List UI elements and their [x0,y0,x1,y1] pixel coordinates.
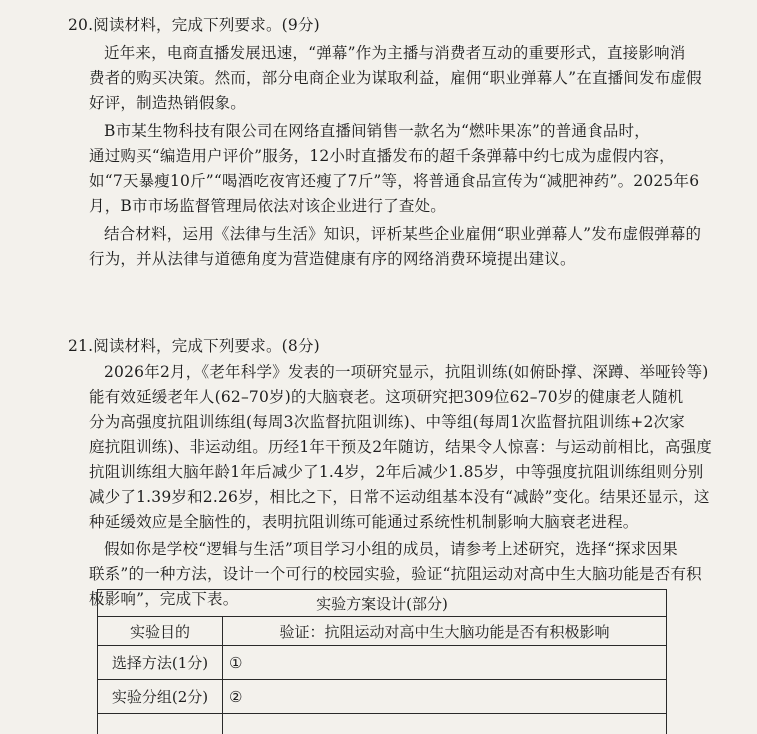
row-label-purpose: 实验目的 [98,617,223,646]
q21-paragraph-1-line: 减少了1.39岁和2.26岁，相比之下，日常不运动组基本没有“减龄”变化。结果还显示，这 [89,487,710,507]
answer-cell-method[interactable]: ① [223,646,667,680]
q21-paragraph-1-line: 分为高强度抗阻训练组(每周3次监督抗阻训练)、中等组(每周1次监督抗阻训练+2次家 [89,412,685,432]
q20-prompt-line: 结合材料，运用《法律与生活》知识，评析某些企业雇佣“职业弹幕人”发布虚假弹幕的 [104,224,701,244]
q21-paragraph-2-line: 联系”的一种方法，设计一个可行的校园实验，验证“抗阻运动对高中生大脑功能是否有积 [89,564,702,584]
answer-cell-grouping[interactable]: ② [223,680,667,714]
q21-paragraph-2-line: 极影响”，完成下表。 [89,589,238,609]
row-label-method: 选择方法(1分) [98,646,223,680]
table-header: 实验方案设计(部分) [98,590,667,617]
question-21-title: 21.阅读材料，完成下列要求。(8分) [68,336,320,356]
row-label-grouping: 实验分组(2分) [98,680,223,714]
q21-paragraph-1-line: 能有效延缓老年人(62–70岁)的大脑衰老。这项研究把309位62–70岁的健康老人随机 [89,387,683,407]
q21-paragraph-1-line: 2026年2月，《老年科学》发表的一项研究显示，抗阻训练(如俯卧撑、深蹲、举哑铃等) [104,362,709,382]
row-value-purpose: 验证：抗阻运动对高中生大脑功能是否有积极影响 [223,617,667,646]
q21-paragraph-2-line: 假如你是学校“逻辑与生活”项目学习小组的成员，请参考上述研究，选择“探求因果 [104,539,678,559]
q20-paragraph-2-line: 如“7天暴瘦10斤”“喝酒吃夜宵还瘦了7斤”等，将普通食品宣传为“减肥神药”。2025年6 [89,171,699,191]
q20-paragraph-1-line: 好评，制造热销假象。 [89,93,246,113]
q20-paragraph-2-line: 月，B市市场监督管理局依法对该企业进行了查处。 [89,196,446,216]
q20-paragraph-2-line: B市某生物科技有限公司在网络直播间销售一款名为“燃咔果冻”的普通食品时， [104,121,650,141]
experiment-design-table [97,589,667,734]
q21-paragraph-1-line: 庭抗阻训练)、非运动组。历经1年干预及2年随访，结果令人惊喜：与运动前相比，高强度 [89,437,712,457]
table-row [98,617,667,646]
q20-paragraph-1-line: 近年来，电商直播发展迅速，“弹幕”作为主播与消费者互动的重要形式，直接影响消 [104,43,685,63]
q20-paragraph-1-line: 费者的购买决策。然而，部分电商企业为谋取利益，雇佣“职业弹幕人”在直播间发布虚假 [89,68,702,88]
q20-paragraph-2-line: 通过购买“编造用户评价”服务，12小时直播发布的超千条弹幕中约七成为虚假内容， [89,146,675,166]
question-20-title: 20.阅读材料，完成下列要求。(9分) [68,15,320,35]
table-row [98,680,667,714]
table-row [98,646,667,680]
q21-paragraph-1-line: 种延缓效应是全脑性的，表明抗阻训练可能通过系统性机制影响大脑衰老进程。 [89,512,639,532]
row-value-cut [223,714,667,734]
row-label-cut [98,714,223,734]
table-row-partial [98,714,667,734]
q21-paragraph-1-line: 抗阻训练组大脑年龄1年后减少了1.4岁，2年后减少1.85岁，中等强度抗阻训练组则分别 [89,462,704,482]
q20-prompt-line: 行为，并从法律与道德角度为营造健康有序的网络消费环境提出建议。 [89,249,576,269]
